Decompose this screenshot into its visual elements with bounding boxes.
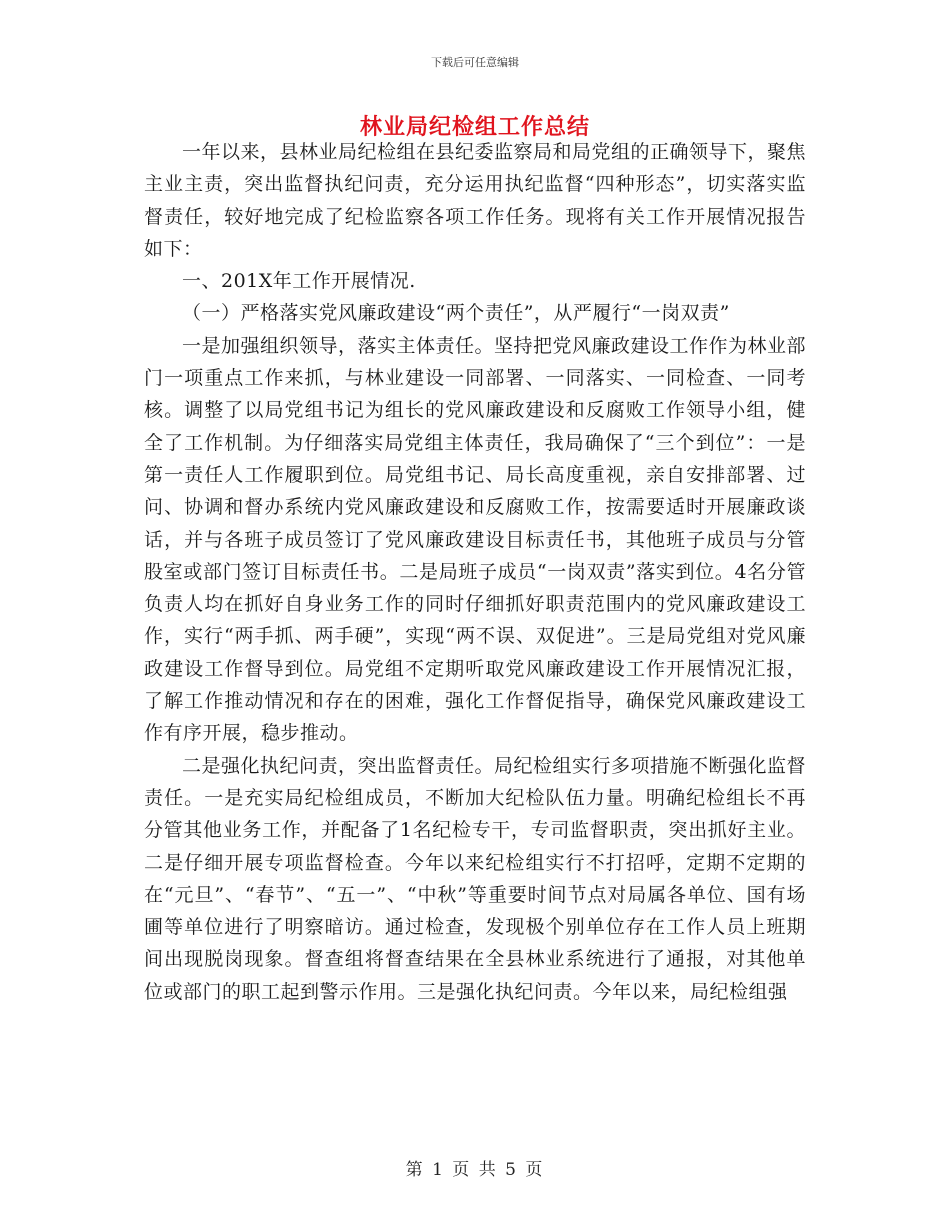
page-footer: 第 1 页 共 5 页	[405, 1160, 545, 1180]
subsection-heading: （一）严格落实党风廉政建设“两个责任”，从严履行“一岗双责”	[182, 302, 730, 325]
section-heading: 一、201X年工作开展情况.	[182, 270, 416, 293]
paragraph-accountability: 二是强化执纪问责，突出监督责任。局纪检组实行多项措施不断强化监督责任。一是充实局纪检组成员，不断加大纪检队伍力量。明确纪检组长不再分管其他业务工作，并配备了1名纪检专干，专司监督职责，突出抓好主业。二是仔细开展专项监督检查。今年以来纪检组实行不打招呼，定期不定期的在“元旦”、“春节”、“五一”、“中秋”等重要时间节点对局属各单位、国有场圃等单位进行了明察暗访。通过检查，发现极个别单位存在工作人员上班期间出现脱岗现象。督查组将督查结果在全县林业系统进行了通报，对其他单位或部门的职工起到警示作用。三是强化执纪问责。今年以来，局纪检组强	[144, 754, 807, 1003]
paragraph-organization: 一是加强组织领导，落实主体责任。坚持把党风廉政建设工作作为林业部门一项重点工作来抓，与林业建设一同部署、一同落实、一同检查、一同考核。调整了以局党组书记为组长的党风廉政建设和反腐败工作领导小组，健全了工作机制。为仔细落实局党组主体责任，我局确保了“三个到位”：一是第一责任人工作履职到位。局党组书记、局长高度重视，亲自安排部署、过问、协调和督办系统内党风廉政建设和反腐败工作，按需要适时开展廉政谈话，并与各班子成员签订了党风廉政建设目标责任书，其他班子成员与分管股室或部门签订目标责任书。二是局班子成员“一岗双责”落实到位。4名分管负责人均在抓好自身业务工作的同时仔细抓好职责范围内的党风廉政建设工作，实行“两手抓、两手硬”，实现“两不误、双促进”。三是局党组对党风廉政建设工作督导到位。局党组不定期听取党风廉政建设工作开展情况汇报，了解工作推动情况和存在的困难，强化工作督促指导，确保党风廉政建设工作有序开展，稳步推动。	[144, 334, 807, 745]
document-title: 林业局纪检组工作总结	[359, 114, 590, 140]
paragraph-intro: 一年以来，县林业局纪检组在县纪委监察局和局党组的正确领导下，聚焦主业主责，突出监督执纪问责，充分运用执纪监督“四种形态”，切实落实监督责任，较好地完成了纪检监察各项工作任务。现将有关工作开展情况报告如下：	[144, 141, 807, 260]
document-body	[144, 136, 806, 1008]
header-note: 下载后可任意编辑	[431, 56, 519, 69]
